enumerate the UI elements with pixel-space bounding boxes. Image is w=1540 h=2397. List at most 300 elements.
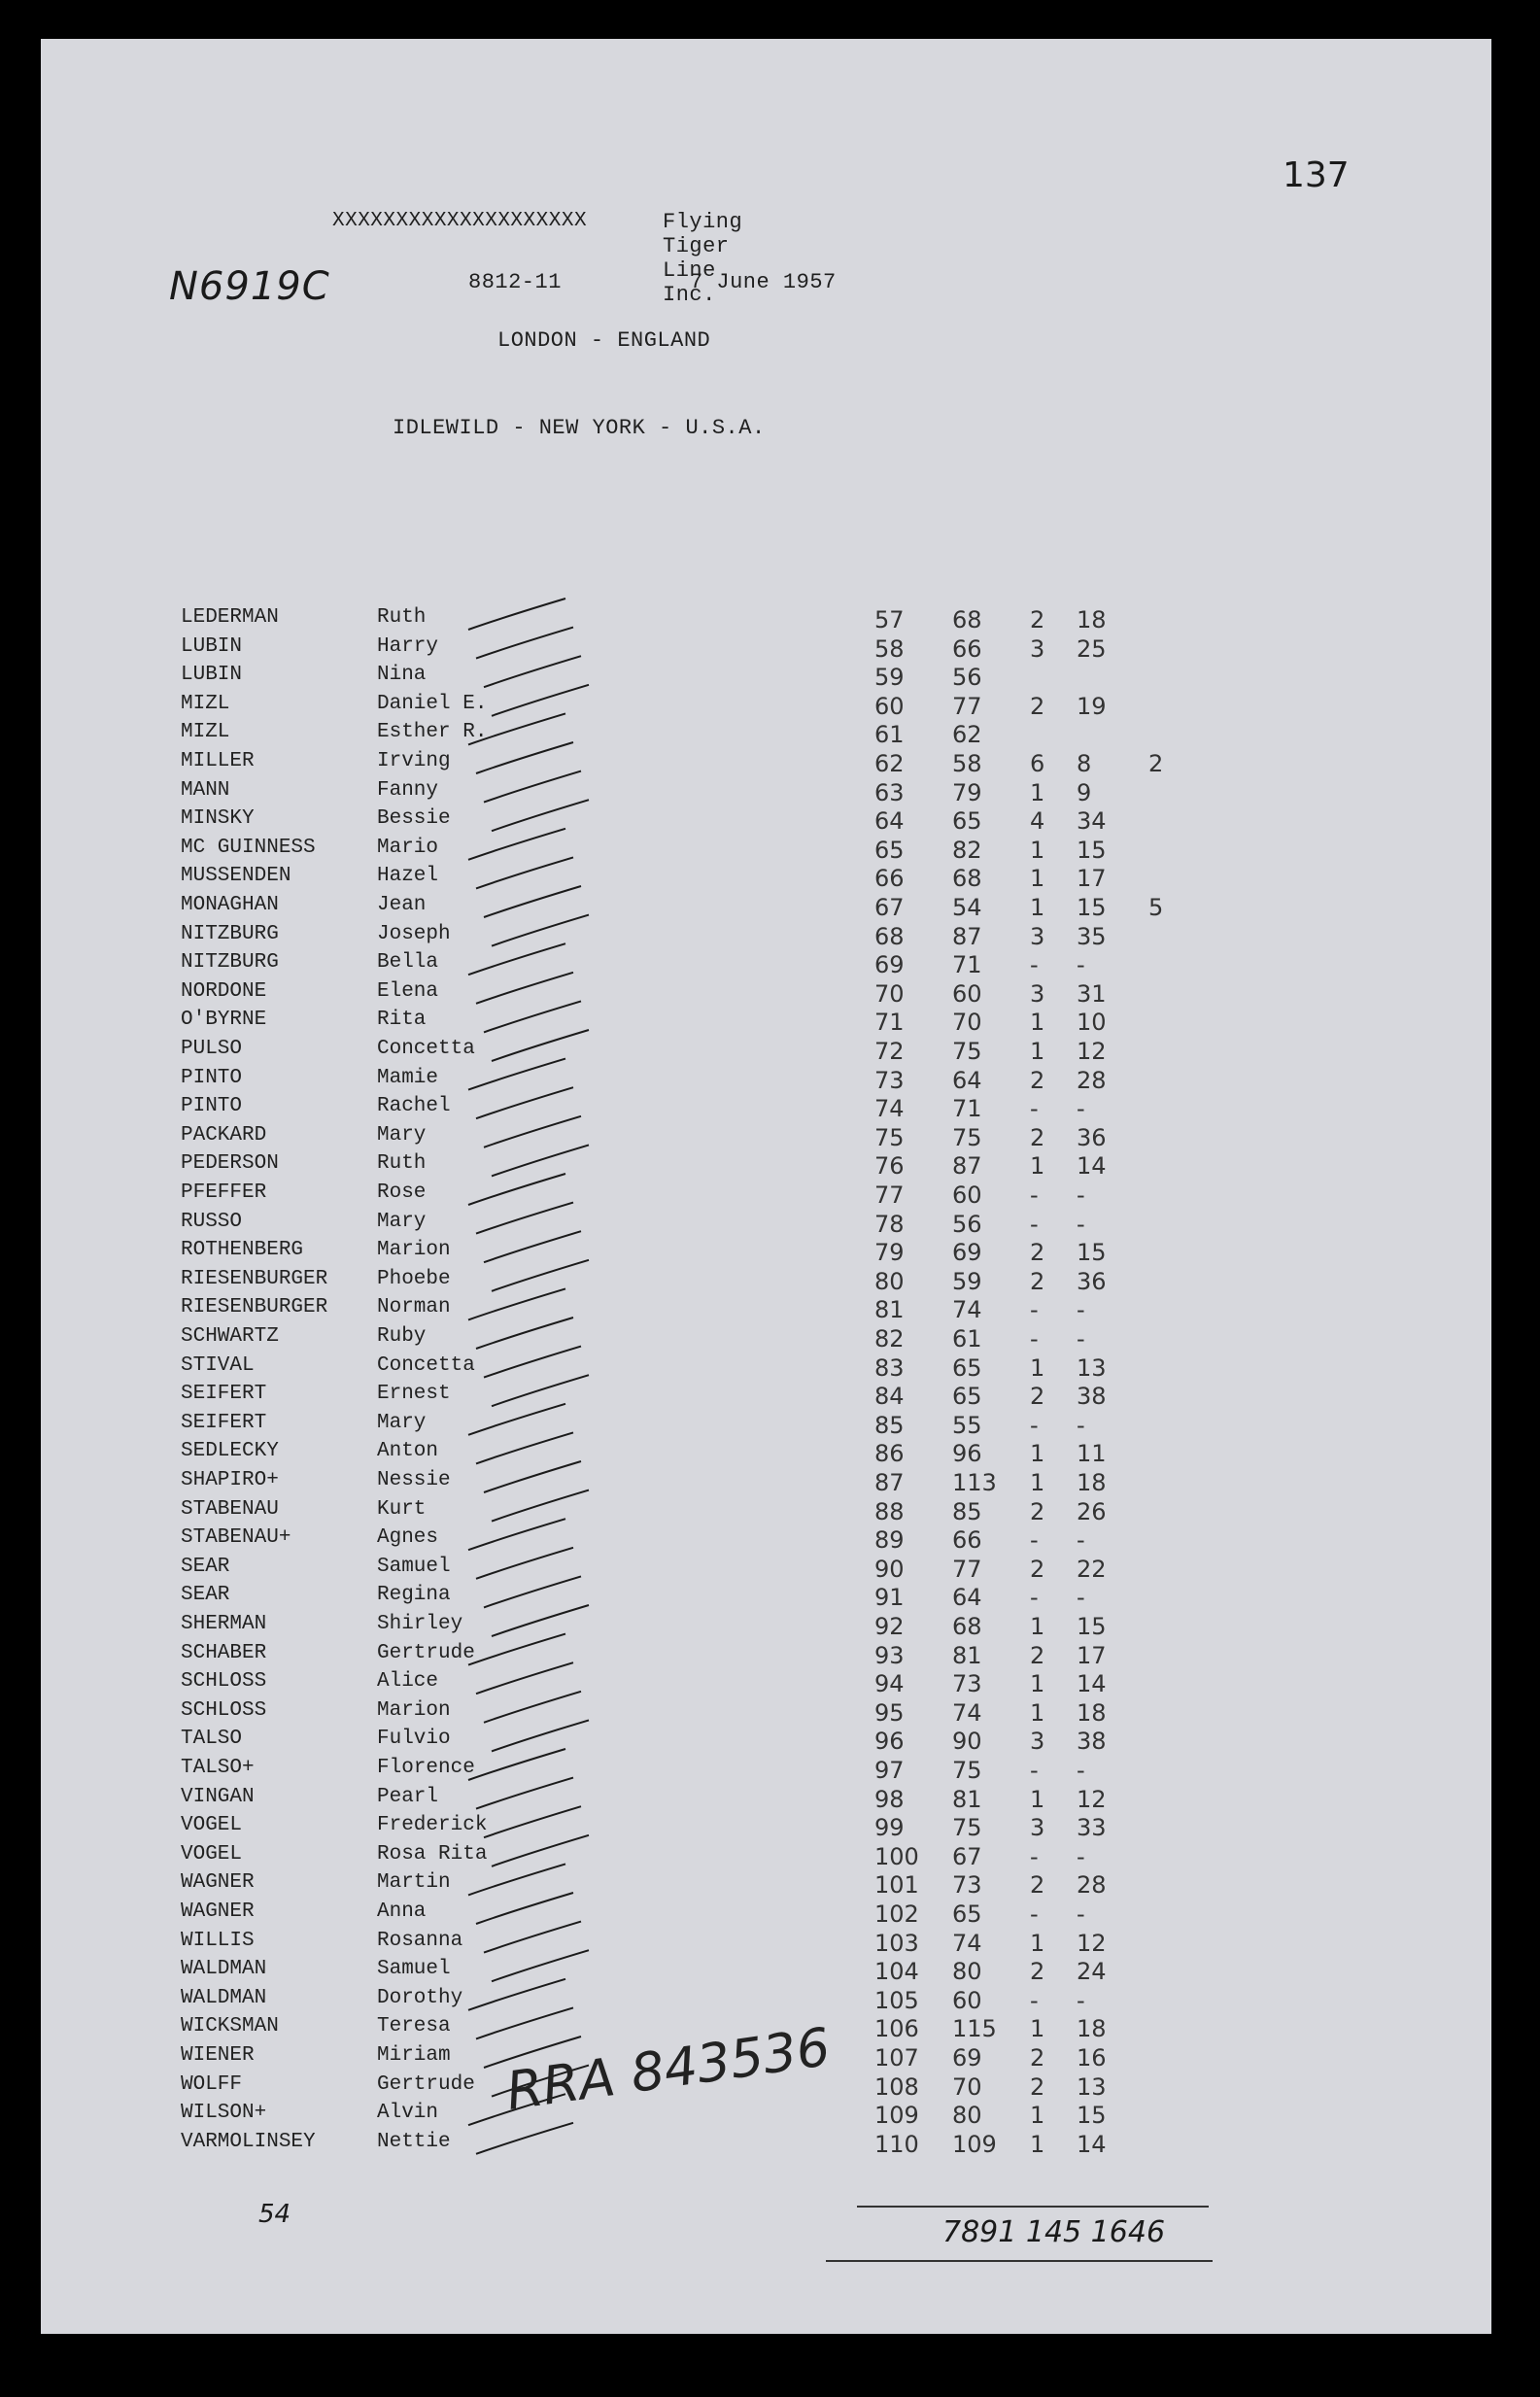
check-stroke xyxy=(484,1001,581,1032)
passenger-given-name: Alvin xyxy=(377,2102,439,2125)
passenger-sequence: 81 xyxy=(874,1296,905,1324)
passenger-surname: SEIFERT xyxy=(181,1411,267,1434)
passenger-surname: SEDLECKY xyxy=(181,1440,279,1463)
passenger-given-name: Ruby xyxy=(377,1325,427,1348)
passenger-sequence: 73 xyxy=(874,1066,905,1094)
passenger-value-a: 64 xyxy=(952,1584,982,1612)
passenger-sequence: 99 xyxy=(874,1814,905,1842)
passenger-value-c: 18 xyxy=(1077,2015,1107,2043)
passenger-sequence: 74 xyxy=(874,1095,905,1123)
passenger-sequence: 67 xyxy=(874,894,905,921)
passenger-value-c: 28 xyxy=(1077,1871,1107,1900)
check-stroke xyxy=(468,1979,565,2010)
passenger-value-c: 16 xyxy=(1077,2044,1107,2072)
passenger-value-a: 65 xyxy=(952,807,982,836)
passenger-sequence: 95 xyxy=(874,1698,905,1727)
passenger-value-c: 15 xyxy=(1077,1613,1107,1640)
passenger-sequence: 70 xyxy=(874,979,905,1008)
check-stroke xyxy=(476,1432,573,1463)
passenger-surname: SEAR xyxy=(181,1555,230,1578)
passenger-value-b: 1 xyxy=(1030,1038,1045,1065)
passenger-surname: NITZBURG xyxy=(181,922,279,945)
passenger-surname: PULSO xyxy=(181,1038,243,1060)
passenger-surname: PFEFFER xyxy=(181,1181,267,1204)
passenger-surname: LUBIN xyxy=(181,634,243,658)
check-stroke xyxy=(476,857,573,888)
passenger-surname: PINTO xyxy=(181,1095,243,1118)
passenger-sequence: 82 xyxy=(874,1325,905,1353)
passenger-value-c: 10 xyxy=(1077,1009,1107,1037)
passenger-value-c: - xyxy=(1077,951,1085,979)
passenger-value-a: 80 xyxy=(952,2102,982,2130)
passenger-sequence: 84 xyxy=(874,1383,905,1411)
total-rule-top xyxy=(857,2206,1209,2208)
passenger-surname: RIESENBURGER xyxy=(181,1296,328,1319)
passenger-surname: SCHLOSS xyxy=(181,1698,267,1722)
passenger-surname: MC GUINNESS xyxy=(181,836,316,859)
passenger-value-b: 3 xyxy=(1030,922,1045,950)
passenger-surname: MINSKY xyxy=(181,807,255,831)
passenger-sequence: 59 xyxy=(874,664,905,692)
passenger-sequence: 62 xyxy=(874,750,905,777)
passenger-value-a: 79 xyxy=(952,778,982,806)
passenger-value-c: 15 xyxy=(1077,2102,1107,2130)
passenger-given-name: Agnes xyxy=(377,1526,439,1550)
passenger-value-b: 2 xyxy=(1030,1123,1045,1151)
check-stroke xyxy=(492,685,589,716)
passenger-value-a: 75 xyxy=(952,1123,982,1151)
passenger-sequence: 89 xyxy=(874,1526,905,1555)
passenger-value-a: 77 xyxy=(952,692,982,720)
passenger-given-name: Dorothy xyxy=(377,1986,463,2009)
passenger-sequence: 109 xyxy=(874,2102,919,2130)
check-stroke xyxy=(484,1576,581,1607)
passenger-surname: NORDONE xyxy=(181,979,267,1003)
passenger-given-name: Marion xyxy=(377,1698,451,1722)
passenger-given-name: Mamie xyxy=(377,1066,439,1089)
passenger-value-b: 2 xyxy=(1030,1641,1045,1669)
check-stroke xyxy=(468,1634,565,1665)
check-stroke xyxy=(484,1806,581,1837)
check-stroke xyxy=(492,1030,589,1061)
passenger-value-c: - xyxy=(1077,1095,1085,1123)
passenger-surname: MUSSENDEN xyxy=(181,865,291,888)
passenger-value-b: 3 xyxy=(1030,634,1045,663)
passenger-value-c: 31 xyxy=(1077,979,1107,1008)
passenger-sequence: 61 xyxy=(874,721,905,749)
passenger-surname: RUSSO xyxy=(181,1210,243,1233)
passenger-given-name: Alice xyxy=(377,1670,439,1694)
passenger-value-b: 3 xyxy=(1030,1814,1045,1842)
passenger-sequence: 79 xyxy=(874,1239,905,1267)
passenger-value-c: 9 xyxy=(1077,778,1092,806)
passenger-value-b: - xyxy=(1030,1986,1039,2014)
passenger-value-a: 64 xyxy=(952,1066,982,1094)
passenger-surname: LUBIN xyxy=(181,664,243,687)
passenger-value-c: 12 xyxy=(1077,1929,1107,1957)
check-stroke xyxy=(468,1059,565,1090)
passenger-value-a: 82 xyxy=(952,836,982,864)
check-stroke xyxy=(484,1116,581,1147)
passenger-value-b: 1 xyxy=(1030,2102,1045,2130)
passenger-sequence: 107 xyxy=(874,2044,919,2072)
passenger-given-name: Anton xyxy=(377,1440,439,1463)
passenger-value-c: 24 xyxy=(1077,1958,1107,1986)
column-totals: 7891 145 1646 xyxy=(942,2215,1166,2249)
passenger-surname: VOGEL xyxy=(181,1842,243,1866)
passenger-value-c: 17 xyxy=(1077,865,1107,893)
passenger-value-c: 12 xyxy=(1077,1038,1107,1065)
passenger-value-a: 65 xyxy=(952,1900,982,1928)
passenger-sequence: 87 xyxy=(874,1469,905,1496)
passenger-value-b: 2 xyxy=(1030,1555,1045,1583)
passenger-surname: STIVAL xyxy=(181,1353,255,1377)
passenger-sequence: 96 xyxy=(874,1728,905,1756)
passenger-surname: SEIFERT xyxy=(181,1383,267,1406)
check-stroke xyxy=(492,800,589,831)
passenger-sequence: 92 xyxy=(874,1613,905,1640)
destination: IDLEWILD - NEW YORK - U.S.A. xyxy=(393,416,766,440)
passenger-value-b: 2 xyxy=(1030,606,1045,633)
passenger-surname: NITZBURG xyxy=(181,951,279,975)
passenger-sequence: 110 xyxy=(874,2130,919,2158)
passenger-sequence: 69 xyxy=(874,951,905,979)
check-stroke xyxy=(468,829,565,860)
passenger-sequence: 66 xyxy=(874,865,905,893)
passenger-value-b: 2 xyxy=(1030,1871,1045,1900)
manifest-page xyxy=(41,39,1491,2334)
check-stroke xyxy=(484,886,581,917)
passenger-value-c: 18 xyxy=(1077,1469,1107,1496)
passenger-value-b: 2 xyxy=(1030,2044,1045,2072)
passenger-value-c: 8 xyxy=(1077,750,1092,777)
passenger-value-b: 2 xyxy=(1030,1066,1045,1094)
check-stroke xyxy=(476,2007,573,2038)
passenger-value-c: 38 xyxy=(1077,1383,1107,1411)
passenger-value-a: 58 xyxy=(952,750,982,777)
passenger-value-c: - xyxy=(1077,1584,1085,1612)
check-stroke xyxy=(476,1087,573,1118)
check-stroke xyxy=(492,1490,589,1522)
passenger-value-a: 77 xyxy=(952,1555,982,1583)
passenger-given-name: Concetta xyxy=(377,1038,475,1060)
passenger-value-b: - xyxy=(1030,1584,1039,1612)
passenger-given-name: Fulvio xyxy=(377,1728,451,1751)
passenger-sequence: 76 xyxy=(874,1152,905,1181)
passenger-sequence: 71 xyxy=(874,1009,905,1037)
check-stroke xyxy=(476,628,573,659)
check-stroke xyxy=(468,713,565,744)
check-stroke xyxy=(492,1375,589,1406)
passenger-value-a: 61 xyxy=(952,1325,982,1353)
passenger-value-a: 80 xyxy=(952,1958,982,1986)
passenger-surname: WALDMAN xyxy=(181,1958,267,1981)
passenger-sequence: 91 xyxy=(874,1584,905,1612)
passenger-sequence: 100 xyxy=(874,1842,919,1870)
passenger-value-a: 71 xyxy=(952,1095,982,1123)
flight-number: 8812-11 xyxy=(468,270,562,294)
passenger-given-name: Rosanna xyxy=(377,1929,463,1952)
passenger-value-b: 6 xyxy=(1030,750,1045,777)
passenger-value-c: 15 xyxy=(1077,836,1107,864)
passenger-value-c: 18 xyxy=(1077,606,1107,633)
airline-name: Flying Tiger Line Inc. xyxy=(663,210,743,307)
passenger-surname: MONAGHAN xyxy=(181,894,279,916)
passenger-surname: MILLER xyxy=(181,750,255,772)
passenger-value-c: 14 xyxy=(1077,1152,1107,1181)
passenger-value-a: 66 xyxy=(952,1526,982,1555)
passenger-value-b: - xyxy=(1030,1210,1039,1238)
bottom-left-note: 54 xyxy=(258,2200,291,2229)
passenger-given-name: Daniel E. xyxy=(377,692,488,715)
passenger-given-name: Mary xyxy=(377,1123,427,1147)
passenger-surname: VARMOLINSEY xyxy=(181,2130,316,2153)
passenger-given-name: Nina xyxy=(377,664,427,687)
passenger-given-name: Gertrude xyxy=(377,2072,475,2096)
passenger-sequence: 77 xyxy=(874,1181,905,1209)
passenger-value-a: 71 xyxy=(952,951,982,979)
passenger-value-b: - xyxy=(1030,1296,1039,1324)
passenger-value-c: - xyxy=(1077,1181,1085,1209)
passenger-value-c: - xyxy=(1077,1325,1085,1353)
passenger-value-b: 2 xyxy=(1030,1497,1045,1525)
passenger-value-a: 74 xyxy=(952,1698,982,1727)
passenger-value-a: 60 xyxy=(952,1181,982,1209)
passenger-value-b: 1 xyxy=(1030,2015,1045,2043)
origin: LONDON - ENGLAND xyxy=(497,328,711,353)
passenger-value-c: 13 xyxy=(1077,2072,1107,2101)
passenger-sequence: 94 xyxy=(874,1670,905,1698)
passenger-value-b: - xyxy=(1030,1900,1039,1928)
passenger-value-a: 55 xyxy=(952,1411,982,1439)
passenger-sequence: 78 xyxy=(874,1210,905,1238)
passenger-value-a: 60 xyxy=(952,1986,982,2014)
passenger-surname: WOLFF xyxy=(181,2072,243,2096)
passenger-given-name: Joseph xyxy=(377,922,451,945)
passenger-value-b: 1 xyxy=(1030,1353,1045,1382)
passenger-given-name: Marion xyxy=(377,1239,451,1262)
passenger-value-b: 1 xyxy=(1030,1469,1045,1496)
passenger-given-name: Anna xyxy=(377,1900,427,1923)
passenger-value-c: 18 xyxy=(1077,1698,1107,1727)
passenger-value-a: 69 xyxy=(952,1239,982,1267)
passenger-surname: TALSO+ xyxy=(181,1757,255,1779)
passenger-given-name: Kurt xyxy=(377,1497,427,1521)
passenger-given-name: Phoebe xyxy=(377,1267,451,1290)
passenger-sequence: 93 xyxy=(874,1641,905,1669)
check-stroke xyxy=(468,943,565,975)
passenger-given-name: Harry xyxy=(377,634,439,658)
passenger-value-c: - xyxy=(1077,1900,1085,1928)
passenger-value-a: 65 xyxy=(952,1353,982,1382)
check-stroke xyxy=(468,1288,565,1319)
passenger-given-name: Bella xyxy=(377,951,439,975)
check-stroke xyxy=(484,1347,581,1378)
check-stroke xyxy=(468,1174,565,1205)
passenger-sequence: 88 xyxy=(874,1497,905,1525)
passenger-value-c: 13 xyxy=(1077,1353,1107,1382)
passenger-sequence: 64 xyxy=(874,807,905,836)
passenger-value-a: 75 xyxy=(952,1038,982,1065)
passenger-value-c: - xyxy=(1077,1842,1085,1870)
passenger-surname: WILLIS xyxy=(181,1929,255,1952)
check-marks xyxy=(41,39,1491,2334)
passenger-value-a: 67 xyxy=(952,1842,982,1870)
passenger-given-name: Hazel xyxy=(377,865,439,888)
passenger-value-a: 74 xyxy=(952,1929,982,1957)
passenger-value-c: 14 xyxy=(1077,2130,1107,2158)
total-rule-bottom xyxy=(826,2260,1213,2262)
passenger-value-a: 73 xyxy=(952,1670,982,1698)
passenger-value-a: 59 xyxy=(952,1267,982,1295)
passenger-sequence: 105 xyxy=(874,1986,919,2014)
passenger-value-c: - xyxy=(1077,1210,1085,1238)
passenger-sequence: 102 xyxy=(874,1900,919,1928)
passenger-value-b: 2 xyxy=(1030,1383,1045,1411)
passenger-given-name: Frederick xyxy=(377,1814,488,1837)
passenger-given-name: Bessie xyxy=(377,807,451,831)
passenger-value-c: 36 xyxy=(1077,1123,1107,1151)
passenger-given-name: Regina xyxy=(377,1584,451,1607)
passenger-given-name: Rachel xyxy=(377,1095,451,1118)
passenger-surname: TALSO xyxy=(181,1728,243,1751)
check-stroke xyxy=(476,1893,573,1924)
passenger-sequence: 72 xyxy=(874,1038,905,1065)
passenger-sequence: 57 xyxy=(874,606,905,633)
passenger-value-a: 115 xyxy=(952,2015,997,2043)
passenger-surname: STABENAU xyxy=(181,1497,279,1521)
passenger-value-b: 2 xyxy=(1030,1239,1045,1267)
passenger-surname: PINTO xyxy=(181,1066,243,1089)
check-stroke xyxy=(468,599,565,630)
check-stroke xyxy=(484,1692,581,1723)
check-stroke xyxy=(492,1145,589,1176)
passenger-sequence: 90 xyxy=(874,1555,905,1583)
passenger-sequence: 58 xyxy=(874,634,905,663)
check-stroke xyxy=(476,1778,573,1809)
passenger-value-b: 2 xyxy=(1030,2072,1045,2101)
passenger-surname: PEDERSON xyxy=(181,1152,279,1176)
passenger-value-b: - xyxy=(1030,1757,1039,1784)
check-stroke xyxy=(492,1720,589,1751)
passenger-value-a: 69 xyxy=(952,2044,982,2072)
passenger-value-c: 36 xyxy=(1077,1267,1107,1295)
passenger-value-b: 1 xyxy=(1030,2130,1045,2158)
check-stroke xyxy=(492,1835,589,1866)
passenger-value-c: 15 xyxy=(1077,1239,1107,1267)
passenger-sequence: 60 xyxy=(874,692,905,720)
passenger-given-name: Samuel xyxy=(377,1958,451,1981)
passenger-value-b: 1 xyxy=(1030,1009,1045,1037)
passenger-given-name: Mario xyxy=(377,836,439,859)
check-stroke xyxy=(492,915,589,946)
passenger-given-name: Norman xyxy=(377,1296,451,1319)
passenger-value-c: 22 xyxy=(1077,1555,1107,1583)
check-stroke xyxy=(492,1605,589,1636)
passenger-given-name: Martin xyxy=(377,1871,451,1895)
check-stroke xyxy=(476,1662,573,1694)
passenger-given-name: Teresa xyxy=(377,2015,451,2038)
passenger-surname: WICKSMAN xyxy=(181,2015,279,2038)
passenger-surname: ROTHENBERG xyxy=(181,1239,304,1262)
passenger-given-name: Fanny xyxy=(377,778,439,802)
passenger-value-a: 70 xyxy=(952,2072,982,2101)
passenger-given-name: Florence xyxy=(377,1757,475,1779)
passenger-surname: SCHLOSS xyxy=(181,1670,267,1694)
passenger-surname: WAGNER xyxy=(181,1900,255,1923)
passenger-given-name: Samuel xyxy=(377,1555,451,1578)
passenger-surname: SCHWARTZ xyxy=(181,1325,279,1348)
passenger-given-name: Irving xyxy=(377,750,451,772)
passenger-given-name: Nessie xyxy=(377,1469,451,1491)
passenger-value-a: 56 xyxy=(952,664,982,692)
passenger-surname: SHERMAN xyxy=(181,1613,267,1635)
passenger-value-a: 62 xyxy=(952,721,982,749)
passenger-sequence: 68 xyxy=(874,922,905,950)
passenger-value-c: - xyxy=(1077,1411,1085,1439)
passenger-given-name: Ruth xyxy=(377,606,427,629)
passenger-value-b: - xyxy=(1030,1842,1039,1870)
passenger-value-a: 81 xyxy=(952,1785,982,1813)
passenger-surname: PACKARD xyxy=(181,1123,267,1147)
passenger-given-name: Rita xyxy=(377,1009,427,1032)
passenger-value-a: 81 xyxy=(952,1641,982,1669)
passenger-value-b: 1 xyxy=(1030,1152,1045,1181)
passenger-surname: VOGEL xyxy=(181,1814,243,1837)
passenger-sequence: 86 xyxy=(874,1440,905,1468)
passenger-value-b: 1 xyxy=(1030,1613,1045,1640)
passenger-value-a: 56 xyxy=(952,1210,982,1238)
passenger-value-a: 87 xyxy=(952,922,982,950)
passenger-given-name: Rose xyxy=(377,1181,427,1204)
passenger-value-b: - xyxy=(1030,1325,1039,1353)
passenger-value-c: 12 xyxy=(1077,1785,1107,1813)
check-stroke xyxy=(476,1548,573,1579)
passenger-value-b: 1 xyxy=(1030,1440,1045,1468)
passenger-sequence: 63 xyxy=(874,778,905,806)
passenger-value-b: - xyxy=(1030,1095,1039,1123)
aircraft-registration: N6919C xyxy=(169,264,330,309)
passenger-surname: RIESENBURGER xyxy=(181,1267,328,1290)
passenger-surname: SCHABER xyxy=(181,1641,267,1664)
passenger-surname: O'BYRNE xyxy=(181,1009,267,1032)
passenger-value-d: 5 xyxy=(1148,894,1164,921)
passenger-value-a: 113 xyxy=(952,1469,997,1496)
passenger-sequence: 65 xyxy=(874,836,905,864)
passenger-value-a: 109 xyxy=(952,2130,997,2158)
passenger-surname: WAGNER xyxy=(181,1871,255,1895)
passenger-surname: WALDMAN xyxy=(181,1986,267,2009)
passenger-value-a: 70 xyxy=(952,1009,982,1037)
passenger-value-b: 2 xyxy=(1030,1267,1045,1295)
passenger-value-b: 3 xyxy=(1030,979,1045,1008)
passenger-value-a: 65 xyxy=(952,1383,982,1411)
check-stroke xyxy=(476,973,573,1004)
passenger-given-name: Esther R. xyxy=(377,721,488,744)
passenger-given-name: Ernest xyxy=(377,1383,451,1406)
check-stroke xyxy=(468,1519,565,1550)
passenger-value-b: 1 xyxy=(1030,865,1045,893)
passenger-surname: STABENAU+ xyxy=(181,1526,291,1550)
passenger-value-a: 68 xyxy=(952,865,982,893)
passenger-given-name: Jean xyxy=(377,894,427,916)
passenger-given-name: Nettie xyxy=(377,2130,451,2153)
passenger-value-a: 74 xyxy=(952,1296,982,1324)
check-stroke xyxy=(484,1922,581,1953)
passenger-value-d: 2 xyxy=(1148,750,1164,777)
passenger-value-c: 33 xyxy=(1077,1814,1107,1842)
passenger-value-b: - xyxy=(1030,1411,1039,1439)
